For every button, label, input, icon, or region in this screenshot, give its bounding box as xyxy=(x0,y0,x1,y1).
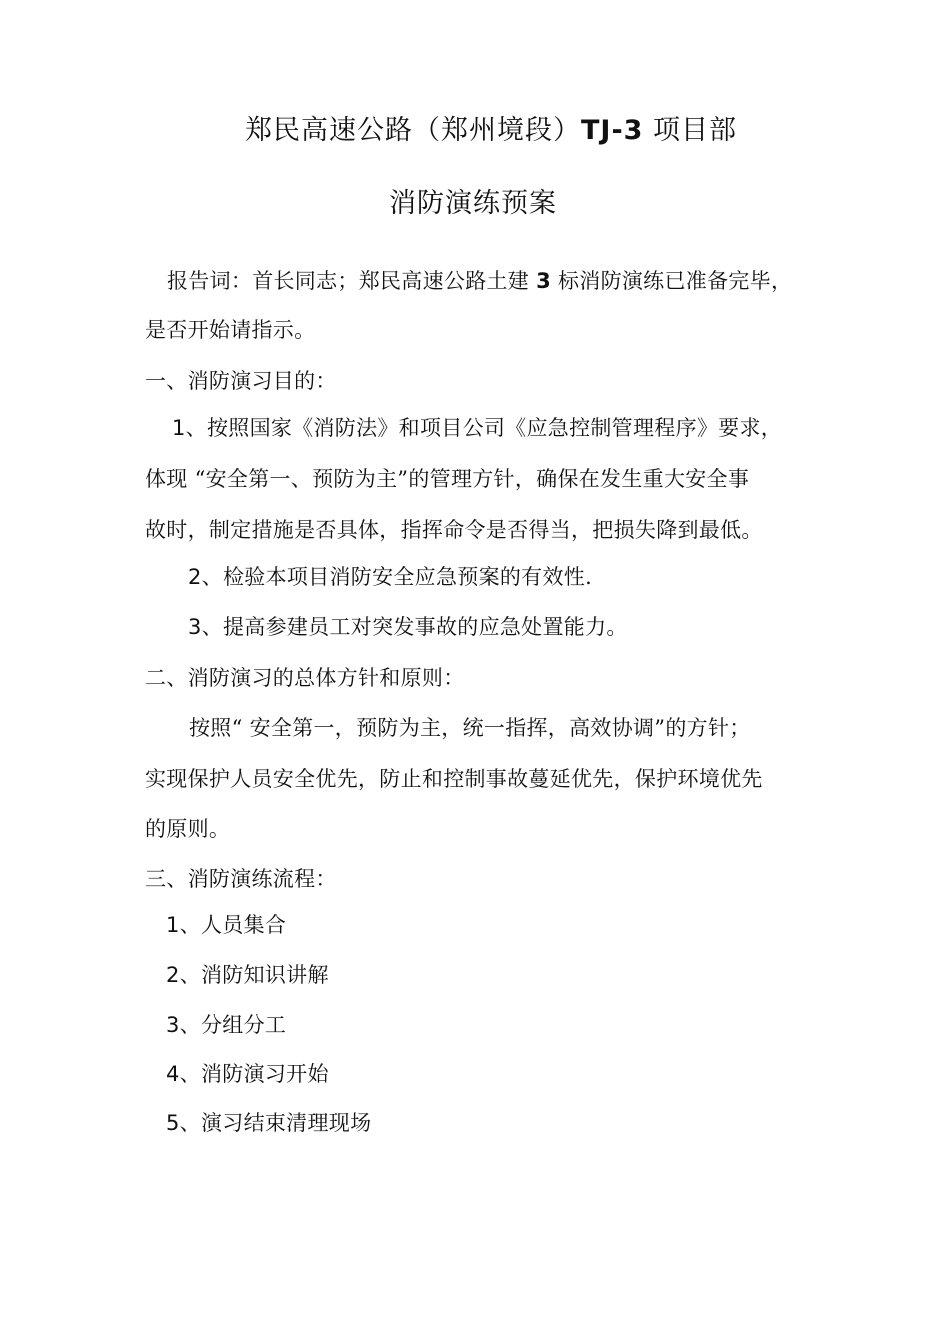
step-number: 5 xyxy=(166,1111,180,1135)
section2-heading: 二、消防演习的总体方针和原则： xyxy=(145,666,465,690)
section2-para-line3: 的原则。 xyxy=(145,817,231,841)
section1-item2 xyxy=(188,563,592,591)
section1-item1-line2: 体现 “安全第一、预防为主”的管理方针，确保在发生重大安全事 xyxy=(145,467,750,491)
section1-item1-line3: 故时，制定措施是否具体，指挥命令是否得当，把损失降到最低。 xyxy=(145,518,763,542)
section2-para-line1: 按照“ 安全第一，预防为主，统一指挥，高效协调”的方针； xyxy=(189,716,751,740)
section3-step-2 xyxy=(166,961,329,989)
section1-item3 xyxy=(188,613,628,641)
title-code: TJ-3 xyxy=(581,115,644,146)
section1-item3-text: 、提高参建员工对突发事故的应急处置能力。 xyxy=(201,615,628,639)
step-text: 、人员集合 xyxy=(179,913,287,937)
section2-para-line2: 实现保护人员安全优先，防止和控制事故蔓延优先，保护环境优先 xyxy=(145,767,763,791)
intro-number: 3 xyxy=(536,269,551,293)
title-suffix: 项目部 xyxy=(643,115,738,146)
step-number: 3 xyxy=(166,1013,180,1037)
section3-heading: 三、消防演练流程： xyxy=(145,867,337,891)
section3-step-3 xyxy=(166,1011,286,1039)
section3-step-4 xyxy=(166,1060,329,1088)
section1-heading: 一、消防演习目的： xyxy=(145,369,337,393)
section1-item1-text: 、按照国家《消防法》和项目公司《应急控制管理程序》要求， xyxy=(185,416,783,440)
document-subtitle: 消防演练预案 xyxy=(389,188,557,219)
section1-item1-line1 xyxy=(172,414,782,442)
step-number: 4 xyxy=(166,1062,180,1086)
document-title xyxy=(245,113,737,149)
section1-item2-number: 2 xyxy=(188,565,202,589)
section1-item2-text: 、检验本项目消防安全应急预案的有效性. xyxy=(201,565,593,589)
step-text: 、消防知识讲解 xyxy=(179,963,329,987)
intro-prefix: 报告词：首长同志；郑民高速公路土建 xyxy=(167,269,537,293)
intro-line-1 xyxy=(167,267,792,295)
section1-item3-number: 3 xyxy=(188,615,202,639)
section3-step-5 xyxy=(166,1109,371,1137)
section3-step-1 xyxy=(166,911,286,939)
step-text: 、分组分工 xyxy=(179,1013,287,1037)
intro-suffix: 标消防演练已准备完毕， xyxy=(551,269,793,293)
title-prefix: 郑民高速公路（郑州境段） xyxy=(245,115,581,146)
step-number: 2 xyxy=(166,963,180,987)
step-text: 、演习结束清理现场 xyxy=(179,1111,372,1135)
intro-line-2: 是否开始请指示。 xyxy=(145,318,316,342)
step-number: 1 xyxy=(166,913,180,937)
section1-item1-number: 1 xyxy=(172,416,186,440)
step-text: 、消防演习开始 xyxy=(179,1062,329,1086)
